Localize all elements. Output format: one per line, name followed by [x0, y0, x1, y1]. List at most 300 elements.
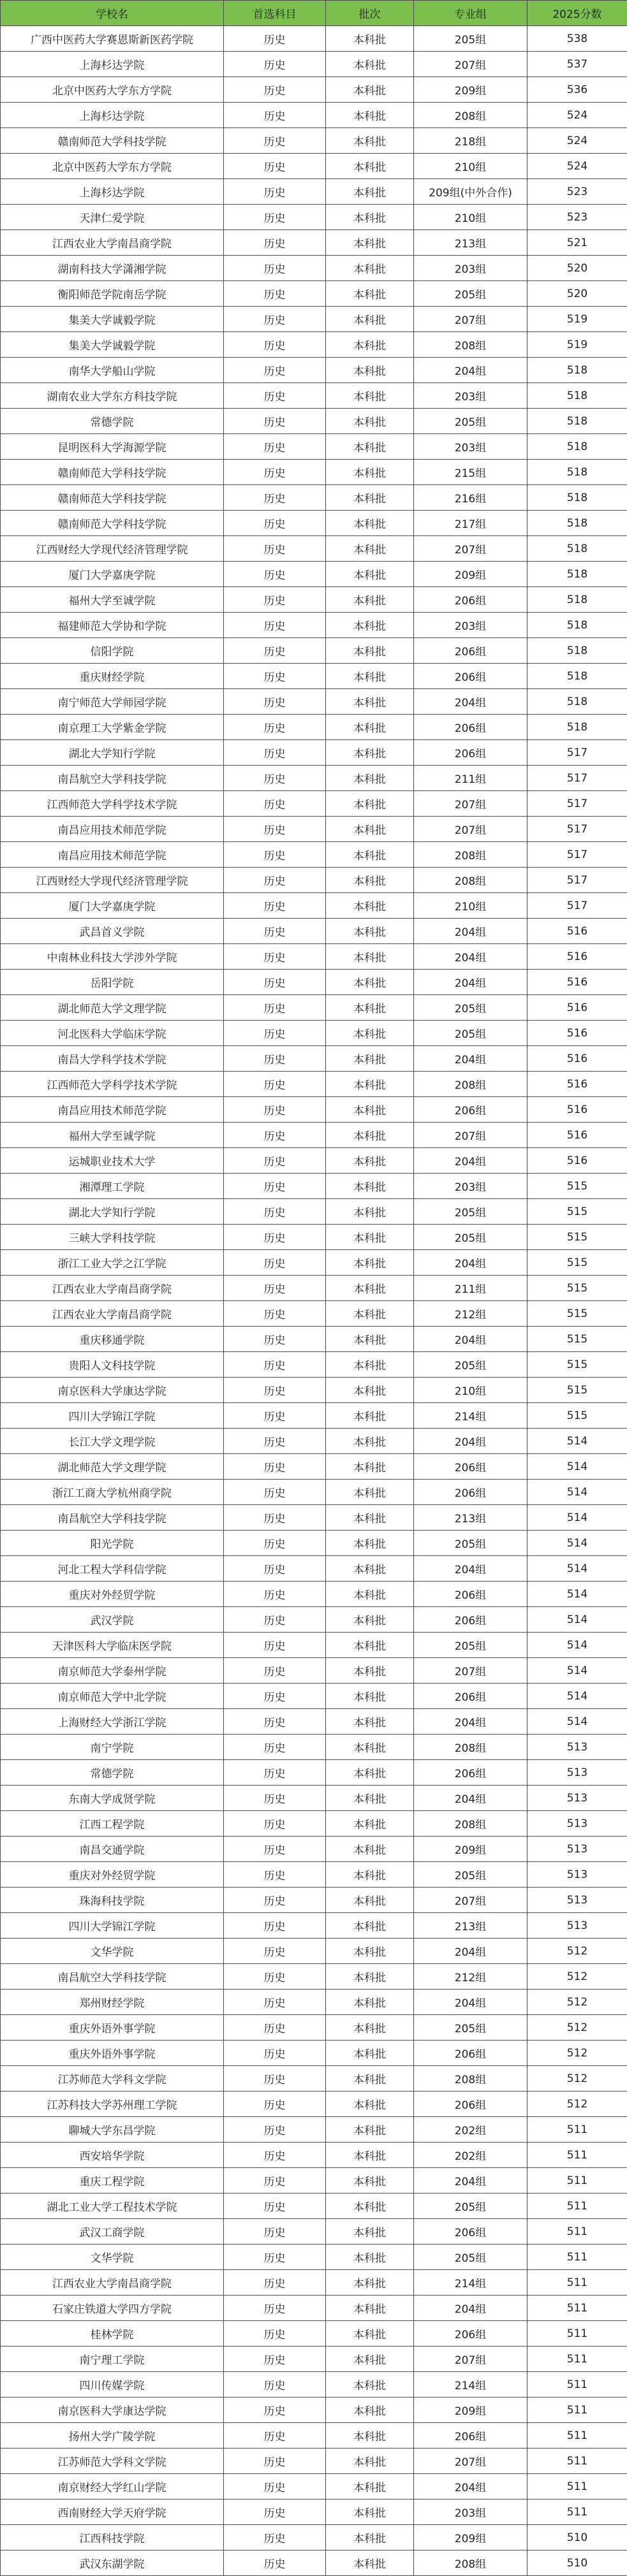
score-cell: 511: [527, 2194, 627, 2219]
batch-cell: 本科批: [326, 1990, 414, 2015]
subject-cell: 历史: [224, 689, 326, 715]
table-row: [1, 1276, 627, 1301]
major-group-cell: 214组: [414, 2372, 527, 2398]
major-group-cell: 208组: [414, 332, 527, 358]
score-cell: 518: [527, 409, 627, 434]
score-cell: 511: [527, 2449, 627, 2474]
batch-cell: 本科批: [326, 1480, 414, 1505]
table-row: [1, 766, 627, 791]
major-group-cell: 204组: [414, 1250, 527, 1276]
major-group-cell: 204组: [414, 358, 527, 383]
subject-cell: 历史: [224, 1123, 326, 1148]
subject-cell: 历史: [224, 1684, 326, 1709]
major-group-cell: 205组: [414, 1633, 527, 1658]
batch-cell: 本科批: [326, 1403, 414, 1429]
batch-cell: 本科批: [326, 1097, 414, 1123]
school-name-cell: 北京中医药大学东方学院: [1, 77, 224, 103]
major-group-cell: 206组: [414, 1480, 527, 1505]
score-cell: 513: [527, 1837, 627, 1862]
table-row: [1, 1046, 627, 1072]
major-group-cell: 208组: [414, 1811, 527, 1837]
major-group-cell: 208组: [414, 103, 527, 128]
school-name-cell: 上海杉达学院: [1, 179, 224, 205]
school-name-cell: 南昌应用技术师范学院: [1, 1097, 224, 1123]
score-cell: 512: [527, 2041, 627, 2066]
major-group-cell: 206组: [414, 740, 527, 766]
subject-cell: 历史: [224, 1097, 326, 1123]
score-cell: 512: [527, 1939, 627, 1964]
major-group-cell: 206组: [414, 1760, 527, 1786]
score-cell: 512: [527, 2066, 627, 2092]
table-row: [1, 179, 627, 205]
batch-cell: 本科批: [326, 2219, 414, 2245]
subject-cell: 历史: [224, 1837, 326, 1862]
school-name-cell: 衡阳师范学院南岳学院: [1, 281, 224, 307]
score-cell: 518: [527, 485, 627, 511]
school-name-cell: 江西财经大学现代经济管理学院: [1, 536, 224, 562]
major-group-cell: 213组: [414, 1913, 527, 1939]
major-group-cell: 204组: [414, 1148, 527, 1174]
school-name-cell: 湖南科技大学潇湘学院: [1, 256, 224, 281]
major-group-cell: 203组: [414, 1174, 527, 1199]
score-cell: 517: [527, 893, 627, 919]
major-group-cell: 207组: [414, 52, 527, 77]
major-group-cell: 207组: [414, 2449, 527, 2474]
school-name-cell: 湖南农业大学东方科技学院: [1, 383, 224, 409]
table-row: [1, 1072, 627, 1097]
school-name-cell: 东南大学成贤学院: [1, 1786, 224, 1811]
school-name-cell: 福州大学至诚学院: [1, 1123, 224, 1148]
major-group-cell: 203组: [414, 256, 527, 281]
school-name-cell: 重庆财经学院: [1, 664, 224, 689]
score-cell: 523: [527, 205, 627, 230]
score-cell: 516: [527, 944, 627, 970]
score-cell: 515: [527, 1352, 627, 1378]
batch-cell: 本科批: [326, 2398, 414, 2423]
school-name-cell: 南昌交通学院: [1, 1837, 224, 1862]
school-name-cell: 重庆移通学院: [1, 1327, 224, 1352]
subject-cell: 历史: [224, 2194, 326, 2219]
major-group-cell: 205组: [414, 2245, 527, 2270]
score-cell: 518: [527, 613, 627, 638]
school-name-cell: 湖北大学知行学院: [1, 740, 224, 766]
school-name-cell: 江西科技学院: [1, 2525, 224, 2551]
subject-cell: 历史: [224, 2474, 326, 2500]
table-row: [1, 358, 627, 383]
score-cell: 511: [527, 2372, 627, 2398]
batch-cell: 本科批: [326, 2270, 414, 2296]
subject-cell: 历史: [224, 944, 326, 970]
batch-cell: 本科批: [326, 1633, 414, 1658]
subject-cell: 历史: [224, 1378, 326, 1403]
school-name-cell: 重庆工程学院: [1, 2168, 224, 2194]
score-cell: 516: [527, 1046, 627, 1072]
subject-cell: 历史: [224, 358, 326, 383]
table-row: [1, 740, 627, 766]
major-group-cell: 205组: [414, 26, 527, 52]
batch-cell: 本科批: [326, 1658, 414, 1684]
subject-cell: 历史: [224, 2066, 326, 2092]
table-row: [1, 995, 627, 1021]
school-name-cell: 江西农业大学南昌商学院: [1, 1276, 224, 1301]
table-row: [1, 2219, 627, 2245]
score-cell: 538: [527, 26, 627, 52]
school-name-cell: 江西工程学院: [1, 1811, 224, 1837]
header-subject: 首选科目: [224, 1, 326, 26]
subject-cell: 历史: [224, 2219, 326, 2245]
table-row: [1, 2372, 627, 2398]
table-row: [1, 1174, 627, 1199]
major-group-cell: 204组: [414, 1429, 527, 1454]
score-cell: 511: [527, 2219, 627, 2245]
batch-cell: 本科批: [326, 307, 414, 332]
major-group-cell: 210组: [414, 205, 527, 230]
batch-cell: 本科批: [326, 1276, 414, 1301]
major-group-cell: 206组: [414, 2423, 527, 2449]
score-cell: 518: [527, 434, 627, 460]
school-name-cell: 南京师范大学中北学院: [1, 1684, 224, 1709]
batch-cell: 本科批: [326, 434, 414, 460]
score-cell: 512: [527, 1964, 627, 1990]
subject-cell: 历史: [224, 791, 326, 817]
school-name-cell: 浙江工商大学杭州商学院: [1, 1480, 224, 1505]
score-cell: 515: [527, 1250, 627, 1276]
score-cell: 511: [527, 2398, 627, 2423]
subject-cell: 历史: [224, 2551, 326, 2576]
table-row: [1, 893, 627, 919]
batch-cell: 本科批: [326, 77, 414, 103]
batch-cell: 本科批: [326, 2474, 414, 2500]
table-row: [1, 1556, 627, 1582]
major-group-cell: 204组: [414, 1556, 527, 1582]
table-row: [1, 562, 627, 587]
score-cell: 516: [527, 919, 627, 944]
batch-cell: 本科批: [326, 1046, 414, 1072]
subject-cell: 历史: [224, 2245, 326, 2270]
batch-cell: 本科批: [326, 1352, 414, 1378]
table-row: [1, 2092, 627, 2117]
major-group-cell: 208组: [414, 2066, 527, 2092]
header-major-group: 专业组: [414, 1, 527, 26]
school-name-cell: 湖北大学知行学院: [1, 1199, 224, 1225]
school-name-cell: 西南财经大学天府学院: [1, 2500, 224, 2525]
batch-cell: 本科批: [326, 1735, 414, 1760]
major-group-cell: 205组: [414, 2194, 527, 2219]
score-cell: 515: [527, 1199, 627, 1225]
batch-cell: 本科批: [326, 919, 414, 944]
table-row: [1, 256, 627, 281]
table-row: [1, 1531, 627, 1556]
subject-cell: 历史: [224, 332, 326, 358]
score-cell: 537: [527, 52, 627, 77]
subject-cell: 历史: [224, 1429, 326, 1454]
score-cell: 516: [527, 1148, 627, 1174]
major-group-cell: 210组: [414, 1378, 527, 1403]
subject-cell: 历史: [224, 103, 326, 128]
school-name-cell: 湖北师范大学文理学院: [1, 1454, 224, 1480]
score-cell: 514: [527, 1633, 627, 1658]
batch-cell: 本科批: [326, 817, 414, 842]
school-name-cell: 南昌航空大学科技学院: [1, 1964, 224, 1990]
score-cell: 515: [527, 1327, 627, 1352]
major-group-cell: 207组: [414, 1888, 527, 1913]
table-row: [1, 2321, 627, 2347]
score-cell: 515: [527, 1403, 627, 1429]
batch-cell: 本科批: [326, 179, 414, 205]
major-group-cell: 209组: [414, 562, 527, 587]
batch-cell: 本科批: [326, 2296, 414, 2321]
table-row: [1, 1633, 627, 1658]
score-cell: 520: [527, 256, 627, 281]
subject-cell: 历史: [224, 77, 326, 103]
batch-cell: 本科批: [326, 1429, 414, 1454]
major-group-cell: 211组: [414, 1276, 527, 1301]
subject-cell: 历史: [224, 1250, 326, 1276]
batch-cell: 本科批: [326, 689, 414, 715]
subject-cell: 历史: [224, 842, 326, 868]
table-row: [1, 154, 627, 179]
school-name-cell: 南京医科大学康达学院: [1, 2398, 224, 2423]
subject-cell: 历史: [224, 1276, 326, 1301]
subject-cell: 历史: [224, 485, 326, 511]
batch-cell: 本科批: [326, 1582, 414, 1607]
table-row: [1, 613, 627, 638]
table-row: [1, 2398, 627, 2423]
score-cell: 516: [527, 1021, 627, 1046]
subject-cell: 历史: [224, 2041, 326, 2066]
subject-cell: 历史: [224, 1403, 326, 1429]
major-group-cell: 206组: [414, 587, 527, 613]
table-row: [1, 587, 627, 613]
major-group-cell: 214组: [414, 2270, 527, 2296]
major-group-cell: 209组: [414, 2525, 527, 2551]
school-name-cell: 赣南师范大学科技学院: [1, 485, 224, 511]
score-cell: 518: [527, 664, 627, 689]
score-cell: 516: [527, 995, 627, 1021]
major-group-cell: 214组: [414, 1403, 527, 1429]
batch-cell: 本科批: [326, 460, 414, 485]
school-name-cell: 厦门大学嘉庚学院: [1, 893, 224, 919]
subject-cell: 历史: [224, 1939, 326, 1964]
school-name-cell: 厦门大学嘉庚学院: [1, 562, 224, 587]
header-score: 2025分数: [527, 1, 627, 26]
score-cell: 513: [527, 1862, 627, 1888]
table-row: [1, 1658, 627, 1684]
batch-cell: 本科批: [326, 995, 414, 1021]
major-group-cell: 204组: [414, 2168, 527, 2194]
school-name-cell: 南昌应用技术师范学院: [1, 842, 224, 868]
school-name-cell: 贵阳人文科技学院: [1, 1352, 224, 1378]
score-cell: 512: [527, 1990, 627, 2015]
table-row: [1, 1199, 627, 1225]
major-group-cell: 205组: [414, 995, 527, 1021]
batch-cell: 本科批: [326, 2168, 414, 2194]
score-cell: 513: [527, 1913, 627, 1939]
subject-cell: 历史: [224, 2168, 326, 2194]
batch-cell: 本科批: [326, 1811, 414, 1837]
major-group-cell: 207组: [414, 1658, 527, 1684]
table-row: [1, 1811, 627, 1837]
major-group-cell: 205组: [414, 1225, 527, 1250]
table-row: [1, 332, 627, 358]
batch-cell: 本科批: [326, 766, 414, 791]
table-row: [1, 52, 627, 77]
score-cell: 517: [527, 868, 627, 893]
table-row: [1, 2143, 627, 2168]
score-cell: 514: [527, 1505, 627, 1531]
batch-cell: 本科批: [326, 409, 414, 434]
table-row: [1, 1837, 627, 1862]
batch-cell: 本科批: [326, 205, 414, 230]
score-cell: 511: [527, 2321, 627, 2347]
subject-cell: 历史: [224, 2423, 326, 2449]
school-name-cell: 上海杉达学院: [1, 103, 224, 128]
table-row: [1, 2296, 627, 2321]
score-cell: 524: [527, 103, 627, 128]
batch-cell: 本科批: [326, 230, 414, 256]
major-group-cell: 205组: [414, 409, 527, 434]
subject-cell: 历史: [224, 1531, 326, 1556]
table-body: [1, 26, 627, 2576]
major-group-cell: 208组: [414, 2551, 527, 2576]
school-name-cell: 长江大学文理学院: [1, 1429, 224, 1454]
major-group-cell: 207组: [414, 791, 527, 817]
school-name-cell: 重庆外语外事学院: [1, 2015, 224, 2041]
school-name-cell: 武昌首义学院: [1, 919, 224, 944]
table-row: [1, 817, 627, 842]
school-name-cell: 扬州大学广陵学院: [1, 2423, 224, 2449]
subject-cell: 历史: [224, 179, 326, 205]
batch-cell: 本科批: [326, 613, 414, 638]
major-group-cell: 208组: [414, 842, 527, 868]
major-group-cell: 209组: [414, 77, 527, 103]
major-group-cell: 216组: [414, 485, 527, 511]
score-cell: 517: [527, 740, 627, 766]
major-group-cell: 204组: [414, 970, 527, 995]
subject-cell: 历史: [224, 1862, 326, 1888]
subject-cell: 历史: [224, 1148, 326, 1174]
score-cell: 511: [527, 2117, 627, 2143]
score-cell: 520: [527, 281, 627, 307]
batch-cell: 本科批: [326, 1301, 414, 1327]
table-row: [1, 2449, 627, 2474]
header-school: 学校名: [1, 1, 224, 26]
school-name-cell: 福州大学至诚学院: [1, 587, 224, 613]
batch-cell: 本科批: [326, 485, 414, 511]
major-group-cell: 210组: [414, 893, 527, 919]
batch-cell: 本科批: [326, 2347, 414, 2372]
subject-cell: 历史: [224, 868, 326, 893]
school-name-cell: 常德学院: [1, 1760, 224, 1786]
batch-cell: 本科批: [326, 103, 414, 128]
batch-cell: 本科批: [326, 970, 414, 995]
major-group-cell: 204组: [414, 1046, 527, 1072]
table-row: [1, 460, 627, 485]
table-row: [1, 2347, 627, 2372]
batch-cell: 本科批: [326, 1505, 414, 1531]
header-row: [1, 1, 627, 26]
school-name-cell: 武汉学院: [1, 1607, 224, 1633]
table-row: [1, 1505, 627, 1531]
subject-cell: 历史: [224, 307, 326, 332]
table-row: [1, 1454, 627, 1480]
score-cell: 514: [527, 1658, 627, 1684]
major-group-cell: 204组: [414, 919, 527, 944]
major-group-cell: 205组: [414, 1199, 527, 1225]
school-name-cell: 郑州财经学院: [1, 1990, 224, 2015]
subject-cell: 历史: [224, 1913, 326, 1939]
subject-cell: 历史: [224, 2270, 326, 2296]
school-name-cell: 江西师范大学科学技术学院: [1, 791, 224, 817]
table-row: [1, 2551, 627, 2576]
school-name-cell: 南宁理工学院: [1, 2347, 224, 2372]
subject-cell: 历史: [224, 2296, 326, 2321]
table-row: [1, 1327, 627, 1352]
table-row: [1, 2500, 627, 2525]
score-cell: 521: [527, 230, 627, 256]
score-cell: 514: [527, 1607, 627, 1633]
major-group-cell: 206组: [414, 2092, 527, 2117]
batch-cell: 本科批: [326, 2143, 414, 2168]
batch-cell: 本科批: [326, 1709, 414, 1735]
major-group-cell: 206组: [414, 1454, 527, 1480]
subject-cell: 历史: [224, 1786, 326, 1811]
major-group-cell: 206组: [414, 664, 527, 689]
subject-cell: 历史: [224, 1811, 326, 1837]
batch-cell: 本科批: [326, 2041, 414, 2066]
table-row: [1, 1939, 627, 1964]
school-name-cell: 湖北师范大学文理学院: [1, 995, 224, 1021]
score-cell: 524: [527, 154, 627, 179]
subject-cell: 历史: [224, 1709, 326, 1735]
batch-cell: 本科批: [326, 868, 414, 893]
major-group-cell: 205组: [414, 1021, 527, 1046]
school-name-cell: 江西农业大学南昌商学院: [1, 2270, 224, 2296]
table-row: [1, 791, 627, 817]
school-name-cell: 岳阳学院: [1, 970, 224, 995]
major-group-cell: 205组: [414, 1862, 527, 1888]
table-row: [1, 1735, 627, 1760]
score-cell: 512: [527, 2092, 627, 2117]
major-group-cell: 209组(中外合作): [414, 179, 527, 205]
table-row: [1, 230, 627, 256]
subject-cell: 历史: [224, 2015, 326, 2041]
batch-cell: 本科批: [326, 715, 414, 740]
table-row: [1, 409, 627, 434]
school-name-cell: 四川大学锦江学院: [1, 1913, 224, 1939]
table-row: [1, 1250, 627, 1276]
major-group-cell: 207组: [414, 817, 527, 842]
school-name-cell: 重庆外语外事学院: [1, 2041, 224, 2066]
score-cell: 511: [527, 2270, 627, 2296]
school-name-cell: 文华学院: [1, 2245, 224, 2270]
table-row: [1, 1888, 627, 1913]
school-name-cell: 聊城大学东昌学院: [1, 2117, 224, 2143]
score-cell: 513: [527, 1811, 627, 1837]
score-cell: 515: [527, 1276, 627, 1301]
school-name-cell: 湘潭理工学院: [1, 1174, 224, 1199]
batch-cell: 本科批: [326, 332, 414, 358]
subject-cell: 历史: [224, 26, 326, 52]
batch-cell: 本科批: [326, 2372, 414, 2398]
batch-cell: 本科批: [326, 1684, 414, 1709]
table-row: [1, 511, 627, 536]
subject-cell: 历史: [224, 281, 326, 307]
subject-cell: 历史: [224, 740, 326, 766]
table-row: [1, 1990, 627, 2015]
subject-cell: 历史: [224, 919, 326, 944]
school-name-cell: 石家庄铁道大学四方学院: [1, 2296, 224, 2321]
